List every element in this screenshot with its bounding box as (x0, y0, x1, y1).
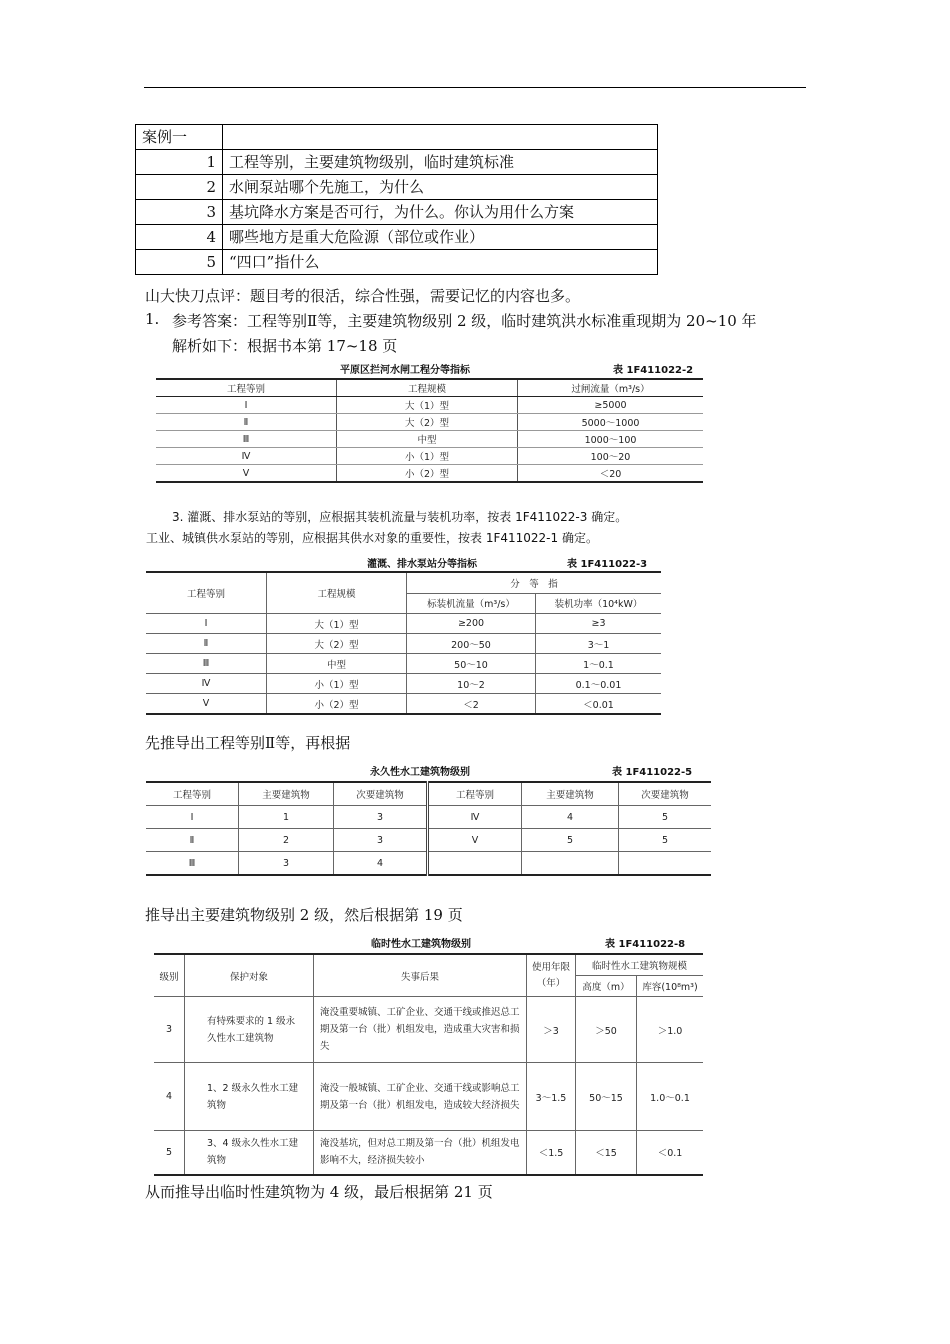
cell: 2 (239, 829, 334, 852)
col-header: 保护对象 (185, 954, 314, 997)
cell: Ⅰ (146, 614, 267, 634)
table3-permanent-levels (146, 781, 711, 876)
cell: 大（2）型 (267, 634, 407, 654)
table-header-row (156, 379, 703, 397)
col-header: 工程等别 (146, 572, 267, 614)
cell: ＞3 (527, 997, 576, 1063)
col-header: 级别 (154, 954, 185, 997)
cell: 10～2 (407, 674, 536, 694)
derive-text-3: 从而推导出临时性建筑物为 4 级，最后根据第 21 页 (145, 1183, 493, 1201)
case-row (136, 225, 658, 250)
col-header: 主要建筑物 (239, 782, 334, 806)
cell: ＞1.0 (637, 997, 704, 1063)
cell: 1000～100 (518, 431, 704, 448)
cell: Ⅰ (156, 397, 337, 414)
cell: Ⅱ (146, 634, 267, 654)
cell: ≥5000 (518, 397, 704, 414)
cell: 小（2）型 (337, 465, 518, 483)
cell: Ⅲ (146, 654, 267, 674)
cell: 5 (619, 806, 712, 829)
cell: ≥3 (536, 614, 662, 634)
cell: ＜2 (407, 694, 536, 715)
cell: Ⅰ (146, 806, 239, 829)
case-table-header-row (136, 125, 658, 150)
table-row (146, 806, 711, 829)
case-row-text: 水闸泵站哪个先施工，为什么 (223, 175, 658, 200)
col-header: 高度（m） (576, 976, 637, 997)
case-row (136, 200, 658, 225)
analysis-text: 解析如下：根据书本第 17~18 页 (172, 337, 398, 355)
cell: 3～1.5 (527, 1063, 576, 1131)
cell: 200～50 (407, 634, 536, 654)
cell: 大（1）型 (267, 614, 407, 634)
table2-title: 灌溉、排水泵站分等指标 (367, 559, 477, 570)
table4-temporary-levels (154, 953, 703, 1176)
col-header: 工程等别 (156, 379, 337, 397)
cell (522, 852, 619, 876)
cell: Ⅴ (156, 465, 337, 483)
table-row (146, 674, 661, 694)
header-rule (144, 87, 806, 88)
cell: 淹没基坑，但对总工期及第一台（批）机组发电影响不大，经济损失较小 (314, 1131, 527, 1175)
cell: 3 (334, 829, 428, 852)
table-row (154, 1063, 703, 1131)
cell: ＜1.5 (527, 1131, 576, 1175)
case-row (136, 250, 658, 275)
table-row (156, 431, 703, 448)
table-row (146, 852, 711, 876)
cell: 3 (239, 852, 334, 876)
cell: 中型 (337, 431, 518, 448)
derive-text-2: 推导出主要建筑物级别 2 级，然后根据第 19 页 (145, 906, 463, 924)
col-header: 次要建筑物 (619, 782, 712, 806)
cell: 5 (154, 1131, 185, 1175)
case-row-text: 基坑降水方案是否可行，为什么。你认为用什么方案 (223, 200, 658, 225)
table4-title: 临时性水工建筑物级别 (371, 939, 471, 950)
cell: ＜0.01 (536, 694, 662, 715)
cell: 4 (522, 806, 619, 829)
table-header-row (154, 954, 703, 976)
table-header-row (146, 572, 661, 593)
case-row (136, 175, 658, 200)
scan-note-1: 3. 灌溉、排水泵站的等别，应根据其装机流量与装机功率，按表 1F411022-3 确定。 (172, 510, 628, 524)
cell: ≥200 (407, 614, 536, 634)
cell: 3、4 级永久性水工建筑物 (185, 1131, 314, 1175)
cell (428, 852, 522, 876)
cell: 100～20 (518, 448, 704, 465)
table-row (154, 997, 703, 1063)
col-header: 工程规模 (337, 379, 518, 397)
cell: 大（1）型 (337, 397, 518, 414)
case-row-num: 2 (136, 175, 223, 200)
table1-title: 平原区拦河水闸工程分等指标 (340, 365, 470, 376)
table-row (156, 414, 703, 431)
col-header-group: 临时性水工建筑物规模 (576, 954, 704, 976)
col-header: 库容(10⁸m³) (637, 976, 704, 997)
cell: 1 (239, 806, 334, 829)
table-row (146, 614, 661, 634)
case-row (136, 150, 658, 175)
cell: ＞50 (576, 997, 637, 1063)
cell: ＜20 (518, 465, 704, 483)
cell: Ⅲ (146, 852, 239, 876)
cell: Ⅳ (146, 674, 267, 694)
case-title: 案例一 (136, 125, 223, 150)
cell: Ⅴ (428, 829, 522, 852)
case-row-text: “四口”指什么 (223, 250, 658, 275)
cell: 大（2）型 (337, 414, 518, 431)
cell (619, 852, 712, 876)
table2-code: 表 1F411022-3 (567, 559, 648, 570)
cell: ＜0.1 (637, 1131, 704, 1175)
case-row-text: 工程等别，主要建筑物级别，临时建筑标准 (223, 150, 658, 175)
cell: 5 (522, 829, 619, 852)
table-row (146, 634, 661, 654)
case-table (135, 124, 658, 275)
table-row (156, 397, 703, 414)
cell: Ⅱ (146, 829, 239, 852)
col-header: 失事后果 (314, 954, 527, 997)
cell: 50～15 (576, 1063, 637, 1131)
col-header: 过闸流量（m³/s） (518, 379, 704, 397)
col-header: 工程等别 (428, 782, 522, 806)
table1-sluice-grades (156, 378, 703, 483)
col-header: 工程规模 (267, 572, 407, 614)
cell: 3 (334, 806, 428, 829)
cell: Ⅴ (146, 694, 267, 715)
derive-text-1: 先推导出工程等别Ⅱ等，再根据 (145, 734, 351, 752)
case-title-blank (223, 125, 658, 150)
cell: 小（1）型 (337, 448, 518, 465)
answer-text: 参考答案：工程等别Ⅱ等，主要建筑物级别 2 级，临时建筑洪水标准重现期为 20~10 年 (172, 312, 757, 330)
table-row (146, 829, 711, 852)
table-row (146, 694, 661, 715)
cell: 4 (334, 852, 428, 876)
cell: 淹没一般城镇、工矿企业、交通干线或影响总工期及第一台（批）机组发电，造成较大经济损失 (314, 1063, 527, 1131)
table1-code: 表 1F411022-2 (613, 365, 694, 376)
cell: 50～10 (407, 654, 536, 674)
cell: ＜15 (576, 1131, 637, 1175)
case-row-num: 3 (136, 200, 223, 225)
cell: 0.1～0.01 (536, 674, 662, 694)
comment-text: 山大快刀点评：题目考的很活，综合性强，需要记忆的内容也多。 (145, 287, 581, 305)
cell: 淹没重要城镇、工矿企业、交通干线或推迟总工期及第一台（批）机组发电，造成重大灾害和损失 (314, 997, 527, 1063)
cell: 有特殊要求的 1 级永久性水工建筑物 (185, 997, 314, 1063)
col-header: 次要建筑物 (334, 782, 428, 806)
case-row-num: 1 (136, 150, 223, 175)
cell: 5000～1000 (518, 414, 704, 431)
table-row (154, 1131, 703, 1175)
case-row-num: 4 (136, 225, 223, 250)
cell: 小（1）型 (267, 674, 407, 694)
table3-code: 表 1F411022-5 (612, 767, 693, 778)
cell: 1.0～0.1 (637, 1063, 704, 1131)
col-header: 装机功率（10⁴kW） (536, 593, 662, 614)
cell: 3 (154, 997, 185, 1063)
col-header: 使用年限（年） (527, 954, 576, 997)
cell: Ⅳ (156, 448, 337, 465)
cell: Ⅲ (156, 431, 337, 448)
cell: Ⅱ (156, 414, 337, 431)
cell: 5 (619, 829, 712, 852)
cell: 1、2 级永久性水工建筑物 (185, 1063, 314, 1131)
cell: 中型 (267, 654, 407, 674)
answer-number: 1. (145, 310, 160, 328)
case-row-num: 5 (136, 250, 223, 275)
cell: Ⅳ (428, 806, 522, 829)
scan-note-2: 工业、城镇供水泵站的等别，应根据其供水对象的重要性，按表 1F411022-1 确定。 (146, 531, 598, 545)
col-header-group: 分 等 指 (407, 572, 662, 593)
case-row-text: 哪些地方是重大危险源（部位或作业） (223, 225, 658, 250)
col-header: 工程等别 (146, 782, 239, 806)
table-row (146, 654, 661, 674)
table-row (156, 448, 703, 465)
col-header: 标装机流量（m³/s） (407, 593, 536, 614)
col-header: 主要建筑物 (522, 782, 619, 806)
cell: 小（2）型 (267, 694, 407, 715)
cell: 1～0.1 (536, 654, 662, 674)
table-row (156, 465, 703, 483)
cell: 4 (154, 1063, 185, 1131)
cell: 3～1 (536, 634, 662, 654)
table3-title: 永久性水工建筑物级别 (370, 767, 470, 778)
table-header-row (146, 782, 711, 806)
table2-pump-grades (146, 571, 661, 715)
table4-code: 表 1F411022-8 (605, 939, 686, 950)
